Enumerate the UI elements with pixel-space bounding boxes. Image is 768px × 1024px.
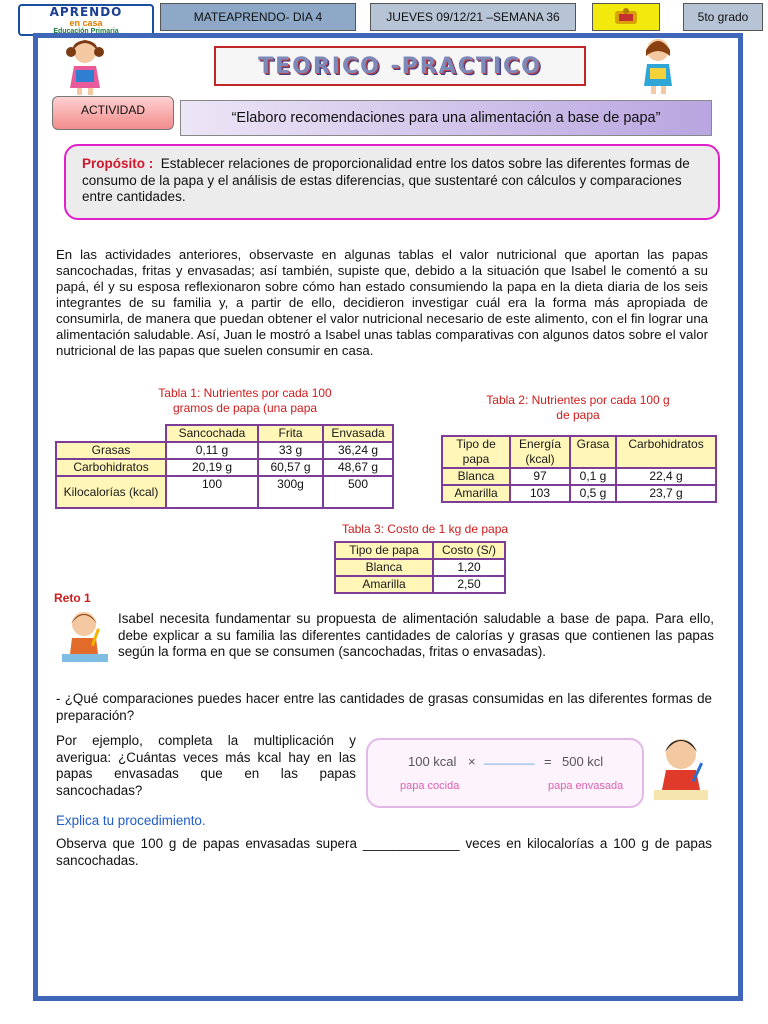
calc-blank-input[interactable]: _______ — [484, 750, 535, 765]
table1-row-label: Carbohidratos — [56, 459, 166, 476]
table1-cell: 300g — [258, 476, 323, 508]
calc-right-value: 500 kcl — [562, 754, 604, 769]
table3-cell: 2,50 — [433, 576, 505, 593]
table2-row-label: Blanca — [442, 468, 510, 485]
table2-row-label: Amarilla — [442, 485, 510, 502]
table2-header: Tipo de papa — [442, 436, 510, 468]
table1-cell: 20,19 g — [166, 459, 258, 476]
table3-header: Costo (S/) — [433, 542, 505, 559]
calc-left-value: 100 kcal — [408, 754, 457, 769]
proposito-box — [64, 144, 720, 220]
table3-cell: 1,20 — [433, 559, 505, 576]
proposito-text: Establecer relaciones de proporcionalidad entre los datos sobre las diferentes formas de consumo de la papa y el análisis de estas diferencias, que sustentaré con cálculos y comparaciones entre cantidades. — [82, 156, 690, 204]
table2-cell: 97 — [510, 468, 570, 485]
table2-caption-line2: de papa — [556, 408, 600, 422]
table1-row-label: Grasas — [56, 442, 166, 459]
proposito-label: Propósito : — [82, 156, 154, 171]
table1-caption — [120, 386, 370, 416]
boy-writing-icon — [648, 732, 714, 811]
grade-tag: 5to grado — [683, 3, 763, 31]
table1-cell: 36,24 g — [323, 442, 393, 459]
reto-label: Reto 1 — [54, 591, 91, 605]
girl-with-book-icon — [628, 34, 688, 101]
aprendo-en-casa-logo — [18, 4, 154, 36]
table2-cell: 23,7 g — [616, 485, 716, 502]
table2-cell: 22,4 g — [616, 468, 716, 485]
table1-cell: 60,57 g — [258, 459, 323, 476]
table2-papa-types — [441, 435, 717, 503]
question-text: - ¿Qué comparaciones puedes hacer entre las cantidades de grasas consumidas en las diferentes formas de preparación? — [56, 691, 712, 723]
calc-box — [366, 738, 644, 808]
girl-writing-icon — [58, 606, 112, 671]
table1-cell: 0,11 g — [166, 442, 258, 459]
table1-cell: 48,67 g — [323, 459, 393, 476]
table3-row-label: Amarilla — [335, 576, 433, 593]
calc-times: × — [468, 754, 476, 769]
date-tag: JUEVES 09/12/21 –SEMANA 36 — [370, 3, 576, 31]
explica-heading: Explica tu procedimiento. — [56, 813, 206, 828]
logo-line-2: en casa — [69, 18, 103, 28]
girl-reading-icon — [56, 36, 114, 101]
table1-caption-line1: Tabla 1: Nutrientes por cada 100 — [158, 386, 332, 400]
table2-header: Carbohidratos — [616, 436, 716, 468]
table1-header: Frita — [258, 425, 323, 442]
table2-cell: 103 — [510, 485, 570, 502]
calc-equals: = — [544, 754, 552, 769]
table1-cell: 100 — [166, 476, 258, 508]
page-title-text: TEORICO -PRACTICO — [258, 53, 542, 79]
table3-header: Tipo de papa — [335, 542, 433, 559]
table2-caption-line1: Tabla 2: Nutrientes por cada 100 g — [486, 393, 670, 407]
observa-text: Observa que 100 g de papas envasadas supera _____________ veces en kilocalorías a 100 g de papas sancochadas. — [56, 836, 712, 868]
table1-row-label: Kilocalorías (kcal) — [56, 476, 166, 508]
session-tag: MATEAPRENDO- DIA 4 — [160, 3, 356, 31]
actividad-title: “Elaboro recomendaciones para una alimentación a base de papa” — [180, 100, 712, 136]
page-title — [214, 46, 586, 86]
table3-caption: Tabla 3: Costo de 1 kg de papa — [341, 522, 509, 536]
logo-line-3: Educación Primaria — [53, 28, 119, 35]
table3-row-label: Blanca — [335, 559, 433, 576]
table1-header: Envasada — [323, 425, 393, 442]
table2-header: Energía (kcal) — [510, 436, 570, 468]
table2-header: Grasa — [570, 436, 616, 468]
intro-paragraph: En las actividades anteriores, observaste en algunas tablas el valor nutricional que aportan las papas sancochadas, fritas y envasadas; así también, supiste que, debido a la situación que Isabel le comentó a su papá, él y su esposa reflexionaron sobre cómo han estado consumiendo la papa en la dieta diaria de los seis integrantes de su familia y, a partir de ello, decidieron investigar cuál era la forma más apropiada de consumirla, de manera que puedan obtener el valor nutricional necesario de este alimento, con el fin lograr una alimentación saludable. Así, Juan le mostró a Isabel unas tablas comparativas con algunos datos sobre el valor nutricional de las papas que suelen consumir en casa. — [56, 247, 708, 358]
calc-left-label: papa cocida — [400, 780, 460, 792]
table1-cell: 33 g — [258, 442, 323, 459]
table1-cell: 500 — [323, 476, 393, 508]
logo-line-1: APRENDO — [49, 5, 123, 19]
table1-header: Sancochada — [166, 425, 258, 442]
calc-right-label: papa envasada — [548, 780, 624, 792]
reto-text: Isabel necesita fundamentar su propuesta de alimentación saludable a base de papa. Para ello, debe explicar a su familia las diferentes cantidades de calorías y grasas que contienen las papas según la forma en que se consumen (sancochadas, fritas o envasadas). — [118, 611, 714, 659]
actividad-label: ACTIVIDAD — [52, 96, 174, 130]
table1-nutrients — [55, 424, 394, 509]
table2-caption — [450, 393, 706, 423]
school-crest-icon — [592, 3, 660, 31]
table1-caption-line2: gramos de papa (una papa — [172, 401, 318, 415]
table2-cell: 0,5 g — [570, 485, 616, 502]
table2-cell: 0,1 g — [570, 468, 616, 485]
table3-cost — [334, 541, 506, 594]
example-text: Por ejemplo, completa la multiplicación y averigua: ¿Cuántas veces más kcal hay en las papas envasadas que en las papas sancochadas? — [56, 733, 356, 798]
